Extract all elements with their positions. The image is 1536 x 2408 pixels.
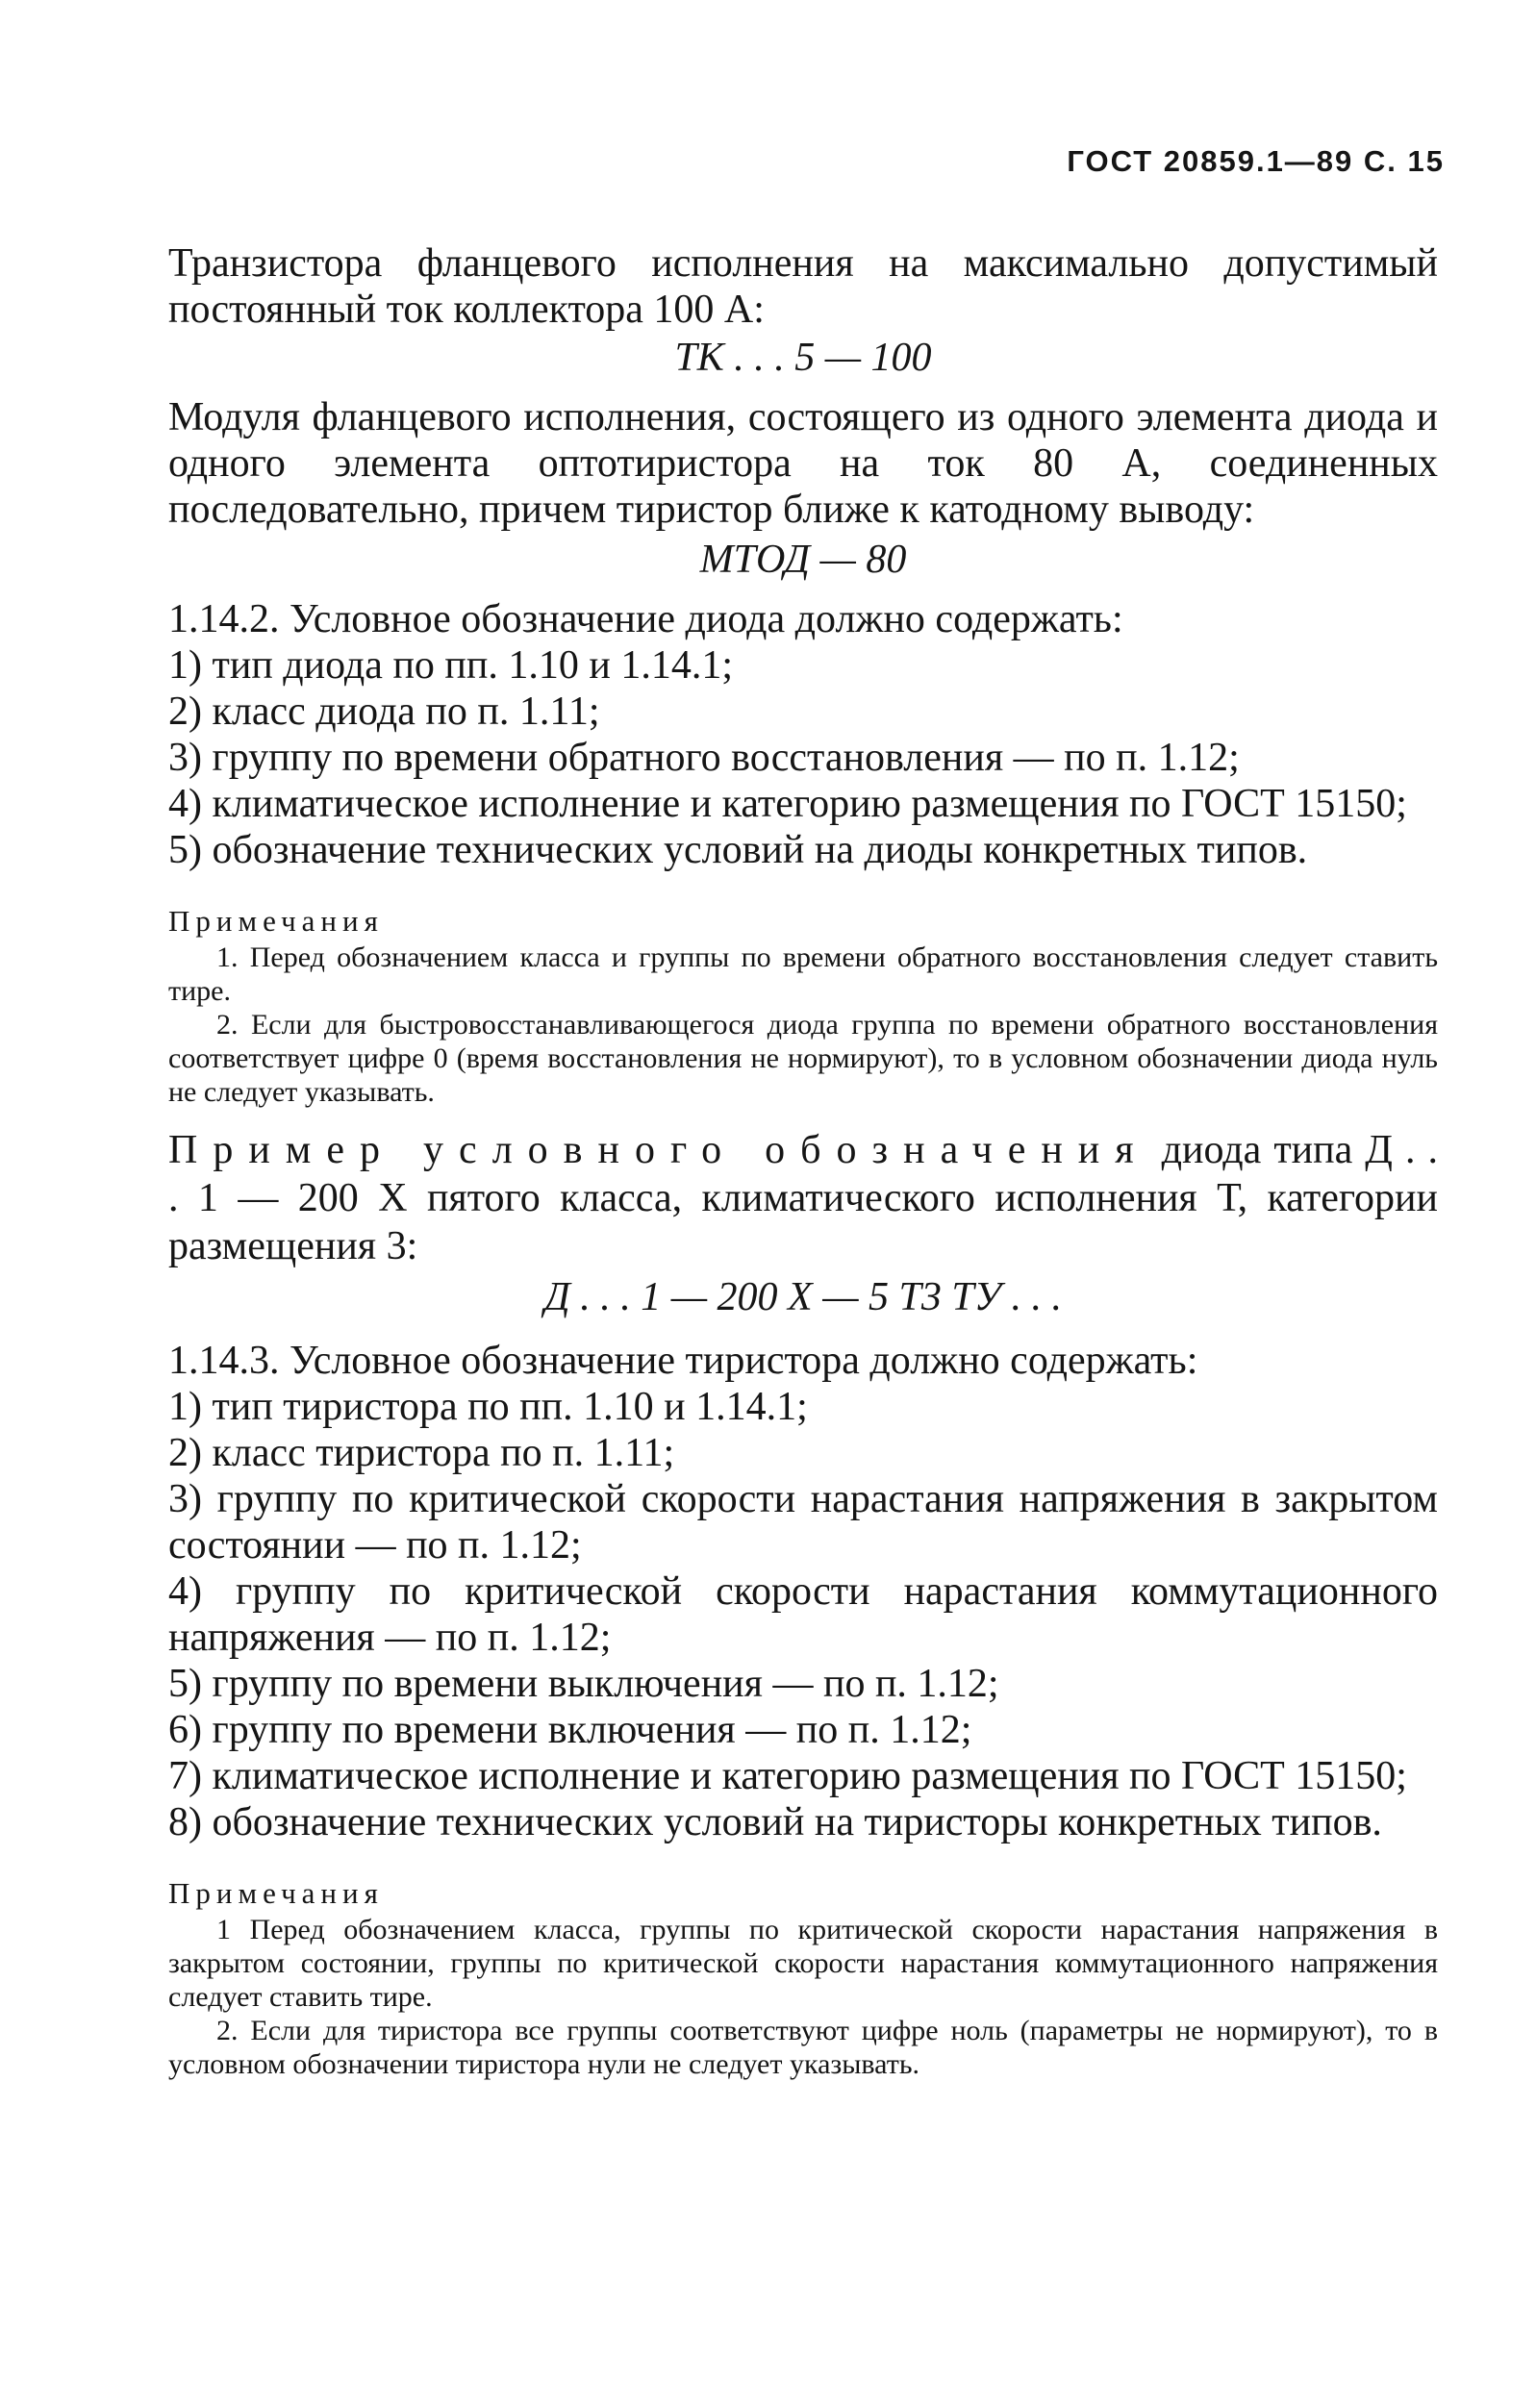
thyristor-note: 1 Перед обозначением класса, группы по критической скорости нарастания напряжения в закрытом состоянии, группы по критической скорости нарастания коммутационного напряжения следует ставить тире. [168, 1914, 1438, 2013]
diode-item: 3) группу по времени обратного восстановления — по п. 1.12; [168, 736, 1240, 780]
transistor-formula: ТК . . . 5 — 100 [674, 336, 932, 380]
thyristor-note: 2. Если для тиристора все группы соответствуют цифре ноль (параметры не нормируют), то в условном обозначении тиристора нули не следует указывать. [168, 2015, 1438, 2080]
diode-notes-title: Примечания [168, 904, 384, 938]
thyristor-item: 6) группу по времени включения — по п. 1.12; [168, 1708, 972, 1752]
example-text: диода типа Д . . . 1 — 200 Х пятого класса, климатического исполнения Т, категории размещения 3: [168, 1128, 1438, 1268]
page-header: ГОСТ 20859.1—89 С. 15 [1067, 144, 1445, 178]
thyristor-item: 1) тип тиристора по пп. 1.10 и 1.14.1; [168, 1385, 808, 1429]
diode-note: 1. Перед обозначением класса и группы по времени обратного восстановления следует ставить тире. [168, 941, 1438, 1007]
thyristor-notes-title: Примечания [168, 1876, 384, 1910]
thyristor-item: 4) группу по критической скорости нарастания коммутационного напряжения — по п. 1.12; [168, 1569, 1438, 1660]
module-formula: МТОД — 80 [699, 538, 907, 582]
thyristor-item: 5) группу по времени выключения — по п. 1.12; [168, 1662, 999, 1706]
thyristor-item: 2) класс тиристора по п. 1.11; [168, 1431, 675, 1475]
example-paragraph [168, 1126, 1438, 1270]
transistor-intro: Транзистора фланцевого исполнения на максимально допустимый постоянный ток коллектора 100 А: [168, 241, 1438, 332]
thyristor-section-heading: 1.14.3. Условное обозначение тиристора должно содержать: [168, 1339, 1198, 1383]
diode-items-list [168, 642, 1438, 873]
thyristor-item: 8) обозначение технических условий на тиристоры конкретных типов. [168, 1800, 1382, 1844]
diode-section-heading: 1.14.2. Условное обозначение диода должно содержать: [168, 597, 1123, 641]
page-content [168, 240, 1438, 2081]
diode-item: 2) класс диода по п. 1.11; [168, 690, 600, 734]
diode-note: 2. Если для быстровосстанавливающегося диода группа по времени обратного восстановления соответствует цифре 0 (время восстановления не нормируют), то в условном обозначении диода нуль не следует указывать. [168, 1009, 1438, 1108]
thyristor-item: 7) климатическое исполнение и категорию размещения по ГОСТ 15150; [168, 1754, 1407, 1798]
diode-item: 1) тип диода по пп. 1.10 и 1.14.1; [168, 643, 734, 688]
thyristor-item: 3) группу по критической скорости нарастания напряжения в закрытом состоянии — по п. 1.12; [168, 1477, 1438, 1568]
example-lead: Пример условного обозначения [168, 1128, 1149, 1172]
diode-item: 4) климатическое исполнение и категорию размещения по ГОСТ 15150; [168, 782, 1407, 826]
diode-item: 5) обозначение технических условий на диоды конкретных типов. [168, 828, 1308, 872]
thyristor-items-list [168, 1384, 1438, 1845]
module-intro: Модуля фланцевого исполнения, состоящего из одного элемента диода и одного элемента оптотиристора на ток 80 А, соединенных последовательно, причем тиристор ближе к катодному выводу: [168, 395, 1438, 532]
example-formula: Д . . . 1 — 200 Х — 5 Т3 ТУ . . . [543, 1275, 1063, 1319]
